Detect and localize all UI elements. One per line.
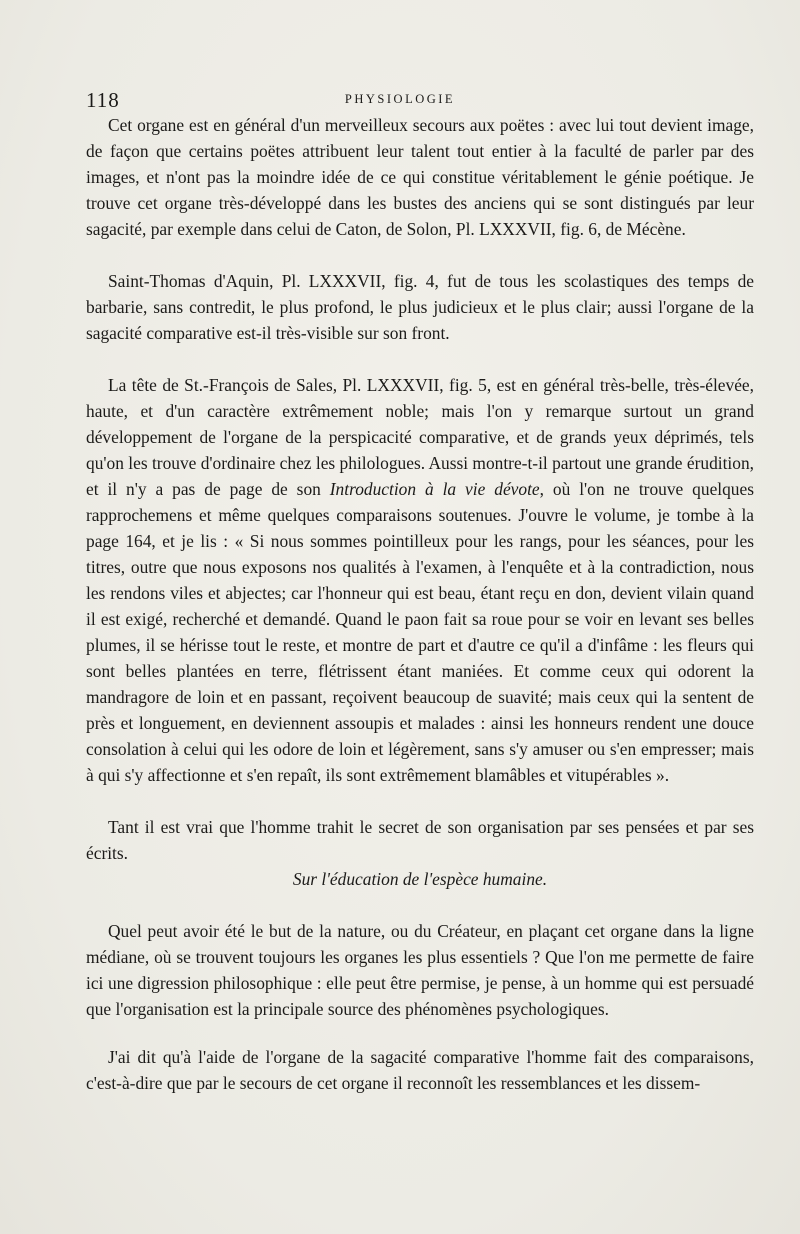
paragraph-comparisons: J'ai dit qu'à l'aide de l'organe de la sagacité comparative l'homme fait des comparaisons, c'est-à-dire que par le secours de cet organe il reconnoît les ressemblances et les dissem- [86, 1047, 754, 1093]
running-title: PHYSIOLOGIE [344, 92, 456, 106]
paragraph-poets: Cet organe est en général d'un merveilleux secours aux poëtes : avec lui tout devient image, de façon que certains poëtes attribuent leur talent tout entier à la faculté de parler par des images, et n'ont pas la moindre idée de ce qui constitue véritablement le génie poétique. Je trouve cet organe très-développé dans les bustes des anciens qui se sont distingués par leur sagacité, par exemple dans celui de Caton, de Solon, Pl. LXXXVII, fig. 6, de Mécène. [86, 115, 754, 239]
paragraph-thomas-aquinas: Saint-Thomas d'Aquin, Pl. LXXXVII, fig. 4, fut de tous les scolastiques des temps de barbarie, sans contredit, le plus profond, le plus judicieux et le plus clair; aussi l'organe de la sagacité comparative est-il très-visible sur son front. [86, 271, 754, 343]
paragraph-purpose: Quel peut avoir été le but de la nature, ou du Créateur, en plaçant cet organe dans la ligne médiane, où se trouvent toujours les organes les plus essentiels ? Que l'on me permette de faire ici une digression philosophique : elle peut être permise, je pense, à un homme qui est persuadé que l'organisation est la principale source des phénomènes psychologiques. [86, 921, 754, 1019]
book-title-introduction: Introduction à la vie dévote [329, 479, 540, 499]
body-text [86, 112, 754, 1096]
page-number: 118 [86, 88, 120, 112]
section-heading: Sur l'éducation de l'espèce humaine. [292, 869, 548, 889]
paragraph-francois-de-sales-part2: , où l'on ne trouve quelques rapprochemens et même quelques comparaisons soutenues. J'ouvre le volume, je tombe à la page 164, et je lis : « Si nous sommes pointilleux pour les rangs, pour les séances, pour les titres, outre que nous exposons nos qualités à l'examen, à l'enquête et à la contradiction, nous les rendons viles et abjectes; car l'honneur qui est beau, étant reçu en don, devient vilain quand il est exigé, recherché et demandé. Quand le paon fait sa roue pour se voir en levant ses belles plumes, il se hérisse tout le reste, et montre de part et d'autre ce qu'il a d'infâme : les fleurs qui sont belles plantées en terre, flétrissent étant maniées. Et comme ceux qui odorent la mandragore de loin et en passant, reçoivent beaucoup de suavité; mais ceux qui la sentent de près et longuement, en deviennent assoupis et malades : ainsi les honneurs rendent une douce consolation à celui qui les odore de loin et légèrement, sans s'y amuser ou s'en empresser; mais à qui s'y affectionne et s'en repaît, ils sont extrêmement blamâbles et vitupérables ». [86, 479, 754, 785]
paragraph-francois-de-sales-part1: La tête de St.-François de Sales, Pl. LXXXVII, fig. 5, est en général très-belle, très-élevée, haute, et d'un caractère extrêmement noble; mais l'on y remarque surtout un grand développement de l'organe de la perspicacité comparative, et de grands yeux déprimés, tels qu'on les trouve d'ordinaire chez les philologues. Aussi montre-t-il partout une grande érudition, et il n'y a pas de page de son [86, 375, 754, 499]
paragraph-conclusion: Tant il est vrai que l'homme trahit le secret de son organisation par ses pensées et par ses écrits. [86, 817, 754, 863]
paragraph-francois-de-sales [86, 372, 754, 788]
